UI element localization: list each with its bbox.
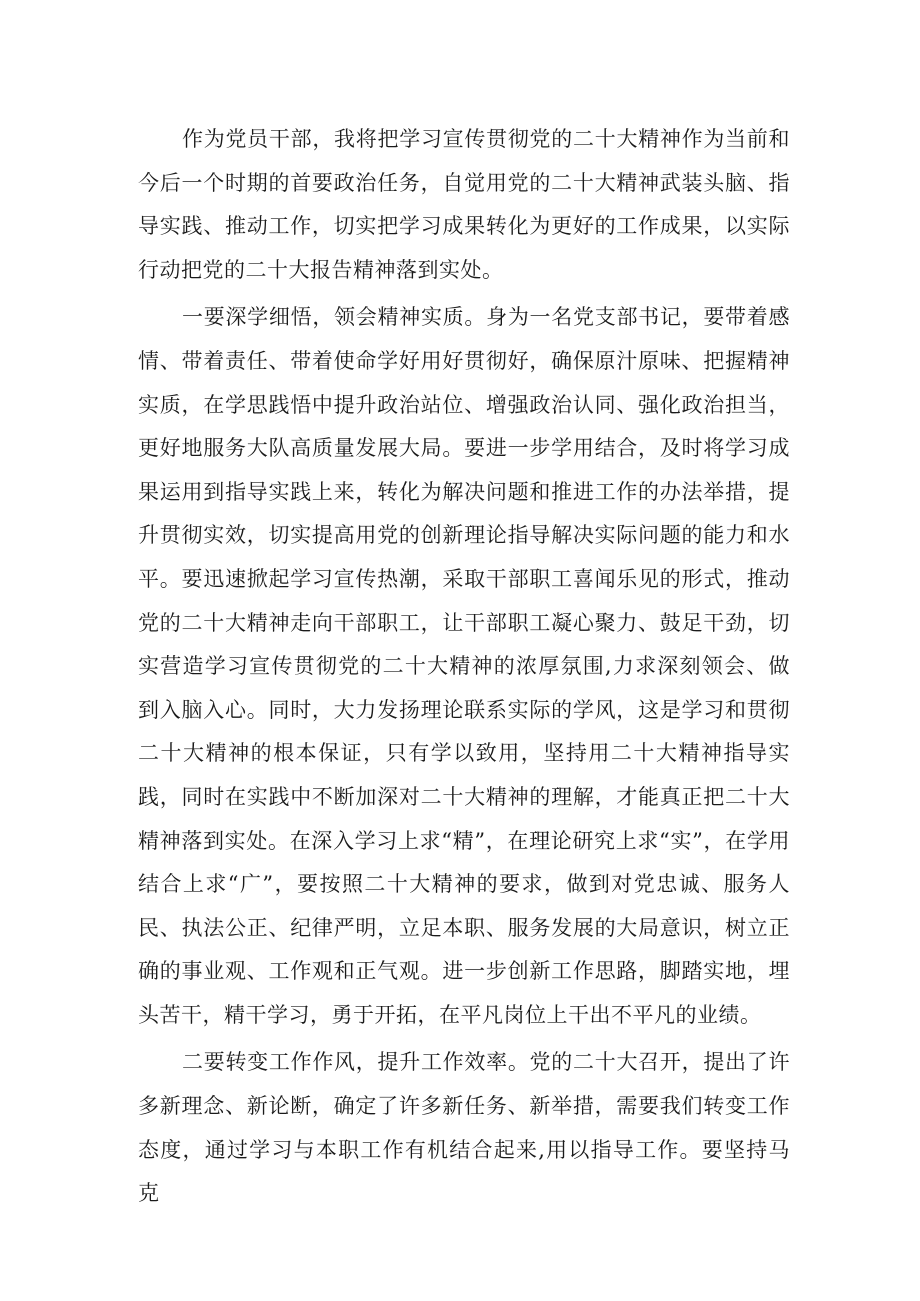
document-body bbox=[138, 118, 790, 1220]
paragraph-intro: 作为党员干部，我将把学习宣传贯彻党的二十大精神作为当前和今后一个时期的首要政治任务，自觉用党的二十大精神武装头脑、指导实践、推动工作，切实把学习成果转化为更好的工作成果，以实际行动把党的二十大报告精神落到实处。 bbox=[138, 127, 790, 282]
paragraph-second-point: 二要转变工作作风，提升工作效率。党的二十大召开，提出了许多新理念、新论断，确定了许多新任务、新举措，需要我们转变工作态度，通过学习与本职工作有机结合起来,用以指导工作。要坚持马克 bbox=[138, 1050, 790, 1206]
paragraph-first-point: 一要深学细悟，领会精神实质。身为一名党支部书记，要带着感情、带着责任、带着使命学好用好贯彻好，确保原汁原味、把握精神实质，在学思践悟中提升政治站位、增强政治认同、强化政治担当，更好地服务大队高质量发展大局。要进一步学用结合，及时将学习成果运用到指导实践上来，转化为解决问题和推进工作的办法举措，提升贯彻实效，切实提高用党的创新理论指导解决实际问题的能力和水平。要迅速掀起学习宣传热潮，采取干部职工喜闻乐见的形式，推动党的二十大精神走向干部职工，让干部职工凝心聚力、鼓足干劲，切实营造学习宣传贯彻党的二十大精神的浓厚氛围,力求深刻领会、做到入脑入心。同时，大力发扬理论联系实际的学风，这是学习和贯彻二十大精神的根本保证，只有学以致用，坚持用二十大精神指导实践，同时在实践中不断加深对二十大精神的理解，才能真正把二十大精神落到实处。在深入学习上求“精”，在理论研究上求“实”，在学用结合上求“广”，要按照二十大精神的要求，做到对党忠诚、服务人民、执法公正、纪律严明，立足本职、服务发展的大局意识，树立正确的事业观、工作观和正气观。进一步创新工作思路，脚踏实地，埋头苦干，精干学习，勇于开拓，在平凡岗位上干出不平凡的业绩。 bbox=[138, 305, 790, 1027]
